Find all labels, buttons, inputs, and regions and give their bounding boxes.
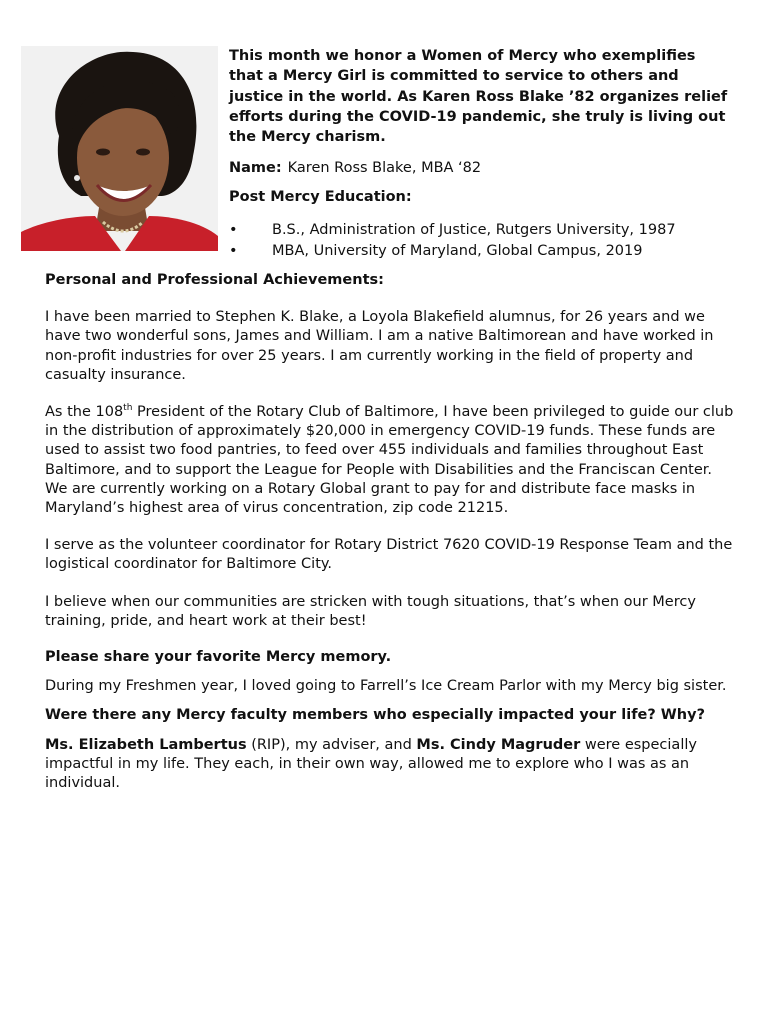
achievements-paragraph-family: I have been married to Stephen K. Blake, a Loyola Blakefield alumnus, for 26 years and we have two wonderful sons, James and William. I am a native Baltimorean and have worked in non-profit industries for over 25 years. I am currently working in the field of property and casualty insurance.	[45, 309, 714, 383]
ordinal-suffix: th	[123, 403, 133, 414]
portrait-photo	[21, 46, 218, 251]
faculty-name-2: Ms. Cindy Magruder	[416, 736, 581, 753]
rotary-text-start: As the 108	[45, 404, 124, 421]
faculty-name-1: Ms. Elizabeth Lambertus	[45, 736, 247, 753]
education-item: • B.S., Administration of Justice, Rutgers University, 1987	[229, 220, 676, 241]
portrait-illustration	[21, 46, 218, 251]
memory-question: Please share your favorite Mercy memory.	[45, 649, 392, 666]
achievements-paragraph-belief: I believe when our communities are stricken with tough situations, that’s when our Mercy training, pride, and heart work at their best!	[45, 593, 696, 629]
education-list	[229, 220, 676, 261]
main-content	[45, 271, 735, 793]
achievements-paragraph-rotary	[45, 403, 735, 518]
education-item: • MBA, University of Maryland, Global Campus, 2019	[229, 241, 676, 262]
faculty-answer	[45, 736, 735, 794]
name-label: Name:	[229, 160, 282, 176]
faculty-question: Were there any Mercy faculty members who especially impacted your life? Why?	[45, 707, 705, 724]
education-heading: Post Mercy Education:	[229, 189, 412, 205]
name-value: Karen Ross Blake, MBA ‘82	[287, 160, 482, 176]
name-line	[229, 160, 481, 176]
rotary-text-rest: President of the Rotary Club of Baltimore, I have been privileged to guide our club in the distribution of approximately $20,000 in emergency COVID-19 funds. These funds are used to assist two food pantries, to feed over 455 individuals and families throughout East Baltimore, and to support the League for People with Disabilities and the Franciscan Center. We are currently working on a Rotary Global grant to pay for and distribute face masks in Maryland’s highest area of virus concentration, zip code 21215.	[45, 404, 734, 517]
achievements-paragraph-volunteer: I serve as the volunteer coordinator for Rotary District 7620 COVID-19 Response Team and the logistical coordinator for Baltimore City.	[45, 537, 733, 573]
intro-statement: This month we honor a Women of Mercy who exemplifies that a Mercy Girl is committed to service to others and justice in the world. As Karen Ross Blake ’82 organizes relief efforts during the COVID-19 pandemic, she truly is living out the Mercy charism.	[229, 48, 728, 146]
faculty-answer-rest: were especially impactful in my life. They each, in their own way, allowed me to explore who I was as an individual.	[45, 736, 697, 792]
faculty-answer-middle: (RIP), my adviser, and	[246, 736, 417, 753]
achievements-heading: Personal and Professional Achievements:	[45, 272, 384, 288]
memory-answer: During my Freshmen year, I loved going to Farrell’s Ice Cream Parlor with my Mercy big sister.	[45, 678, 727, 695]
